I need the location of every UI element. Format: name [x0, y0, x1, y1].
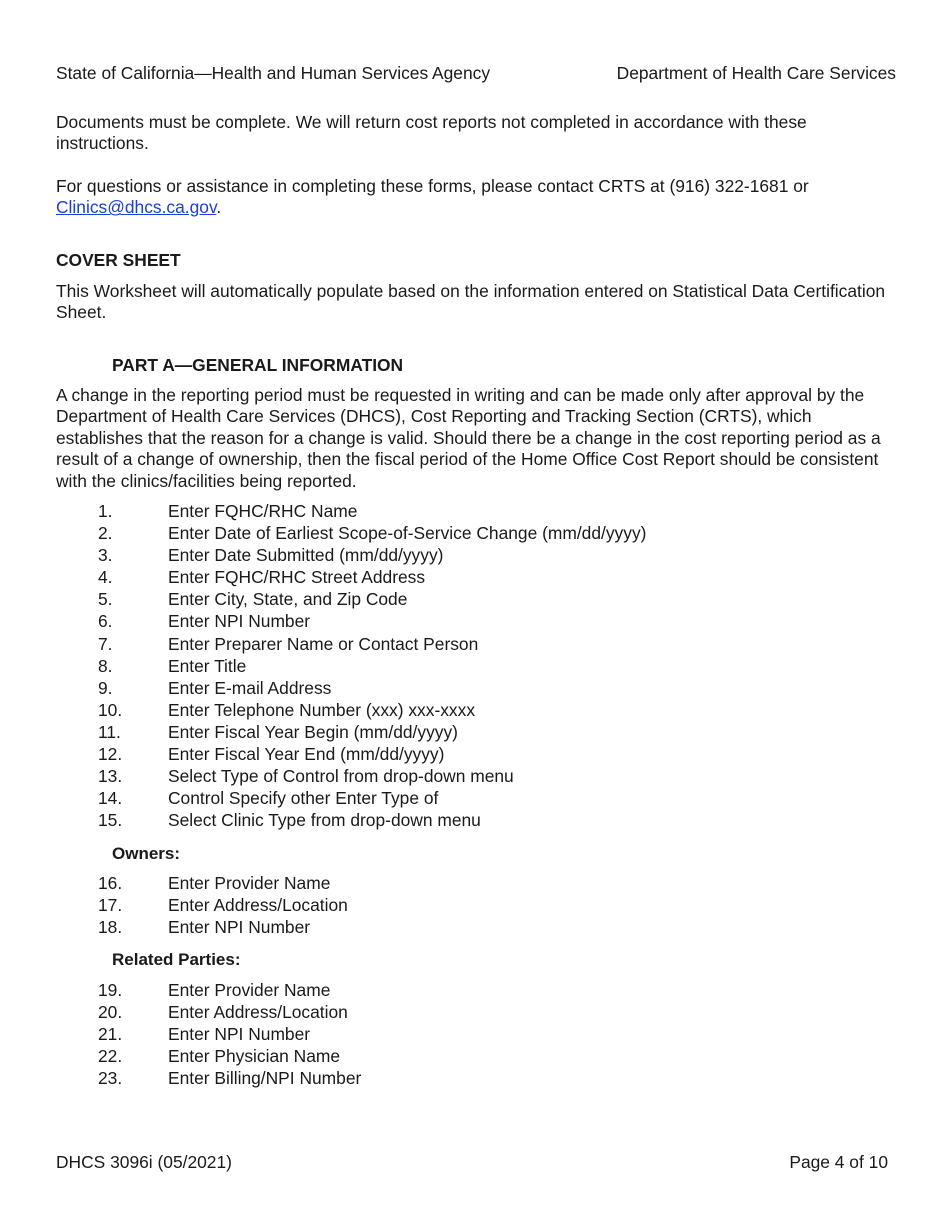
- item-number: 9.: [98, 677, 113, 698]
- item-number: 17.: [98, 895, 123, 916]
- item-text: Enter Title: [168, 655, 247, 676]
- item-number: 5.: [98, 589, 113, 610]
- item-number: 10.: [98, 699, 123, 720]
- item-text: Enter Address/Location: [168, 895, 348, 916]
- item-number: 15.: [98, 810, 123, 831]
- intro-paragraph: Documents must be complete. We will return cost reports not completed in accordance with these instructions.: [56, 112, 807, 154]
- item-number: 1.: [98, 501, 113, 521]
- page-footer: [56, 1152, 888, 1174]
- item-text: Enter E-mail Address: [168, 677, 332, 698]
- item-text: Select Clinic Type from drop-down menu: [168, 810, 481, 831]
- page-number: Page 4 of 10: [789, 1152, 888, 1172]
- cover-sheet-text: This Worksheet will automatically populate based on the information entered on Statistical Data Certification Sheet.: [56, 281, 886, 323]
- item-number: 3.: [98, 545, 113, 566]
- item-text: Enter FQHC/RHC Street Address: [168, 567, 426, 588]
- agency-name: State of California—Health and Human Services Agency: [56, 63, 491, 83]
- item-number: 18.: [98, 917, 123, 938]
- item-text: Enter Physician Name: [168, 1046, 341, 1067]
- contact-end: .: [216, 197, 222, 218]
- item-number: 4.: [98, 567, 113, 588]
- part-a-heading: PART A—GENERAL INFORMATION: [112, 355, 404, 375]
- item-text: Enter NPI Number: [168, 917, 311, 938]
- item-number: 22.: [98, 1046, 123, 1067]
- department-name: Department of Health Care Services: [616, 63, 896, 83]
- email-link[interactable]: Clinics@dhcs.ca.gov: [56, 197, 217, 218]
- item-text: Enter Date of Earliest Scope-of-Service Change (mm/dd/yyyy): [168, 523, 647, 544]
- related-parties-heading: Related Parties:: [112, 950, 241, 969]
- item-number: 6.: [98, 611, 113, 632]
- item-number: 7.: [98, 633, 113, 654]
- item-text: Enter Provider Name: [168, 873, 331, 893]
- item-text: Enter FQHC/RHC Name: [168, 501, 358, 521]
- item-text: Enter NPI Number: [168, 611, 311, 632]
- item-text: Enter Fiscal Year End (mm/dd/yyyy): [168, 744, 445, 765]
- item-number: 11.: [98, 721, 121, 742]
- item-text: Enter City, State, and Zip Code: [168, 589, 408, 610]
- owners-heading: Owners:: [112, 844, 181, 863]
- item-number: 20.: [98, 1002, 123, 1023]
- item-number: 19.: [98, 980, 123, 1000]
- item-number: 14.: [98, 788, 123, 809]
- page-header: [56, 63, 896, 85]
- item-number: 2.: [98, 523, 113, 544]
- cover-sheet-heading: COVER SHEET: [56, 250, 181, 270]
- item-number: 8.: [98, 655, 113, 676]
- item-text: Select Type of Control from drop-down menu: [168, 766, 514, 787]
- form-id: DHCS 3096i (05/2021): [56, 1152, 232, 1172]
- item-text: Enter Billing/NPI Number: [168, 1068, 362, 1089]
- item-text: Enter NPI Number: [168, 1024, 311, 1045]
- item-text: Enter Preparer Name or Contact Person: [168, 633, 479, 654]
- item-text: Enter Provider Name: [168, 980, 331, 1000]
- item-text: Enter Address/Location: [168, 1002, 348, 1023]
- item-number: 23.: [98, 1068, 123, 1089]
- item-number: 16.: [98, 873, 123, 893]
- item-text: Enter Telephone Number (xxx) xxx-xxxx: [168, 699, 476, 720]
- item-number: 21.: [98, 1024, 123, 1045]
- item-text: Enter Date Submitted (mm/dd/yyyy): [168, 545, 444, 566]
- contact-paragraph: [56, 176, 896, 219]
- contact-text: For questions or assistance in completing these forms, please contact CRTS at (916) 322-1681 or: [56, 176, 809, 196]
- part-a-text: A change in the reporting period must be requested in writing and can be made only after approval by the Department of Health Care Services (DHCS), Cost Reporting and Tracking Section (CRTS), which establishes that the reason for a change is valid. Should there be a change in the cost reporting period as a result of a change of ownership, then the fiscal period of the Home Office Cost Report should be consistent with the clinics/facilities being reported.: [56, 385, 881, 491]
- item-text: Control Specify other Enter Type of: [168, 788, 439, 809]
- item-number: 13.: [98, 766, 123, 787]
- item-text: Enter Fiscal Year Begin (mm/dd/yyyy): [168, 721, 458, 742]
- item-number: 12.: [98, 744, 123, 765]
